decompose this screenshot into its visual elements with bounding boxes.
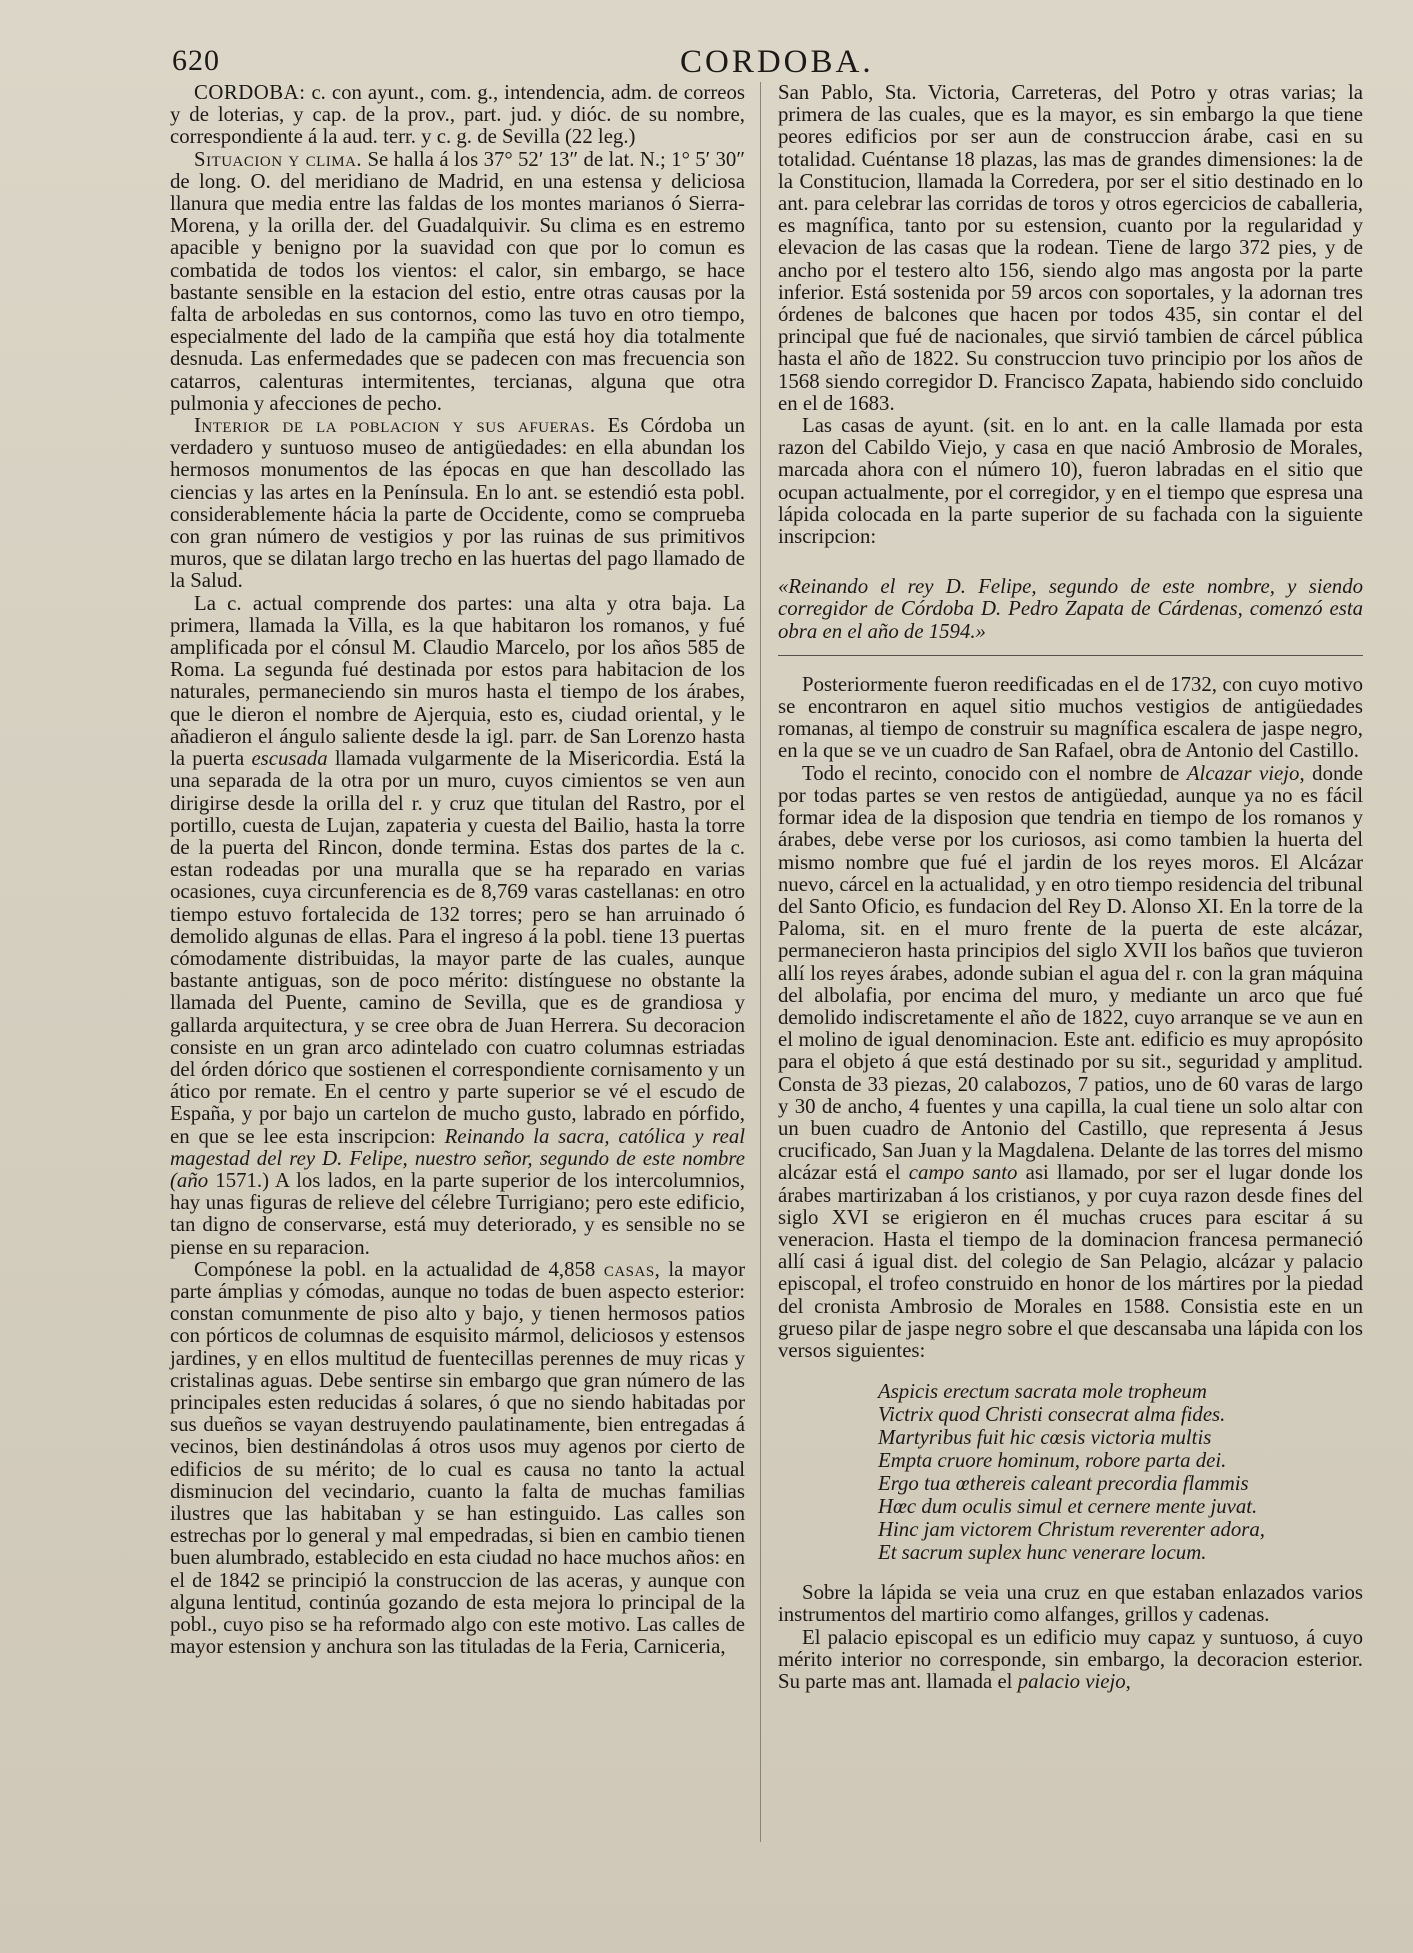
verse-line: Aspicis erectum sacrata mole tropheum	[878, 1380, 1207, 1404]
verse-line: Hœc dum oculis simul et cernere mente juvat.	[878, 1495, 1258, 1519]
section-lead: Situacion y clima.	[194, 147, 363, 171]
paragraph-text: 1571.) A los lados, en la parte superior de los intercolumnios, hay unas figuras de relieve del célebre Turrigiano; pero este edificio, tan digno de conservarse, está muy deteriorado, y es sensible no se piense en su reparacion.	[170, 1168, 745, 1259]
houses-paragraph	[170, 1259, 745, 1659]
paragraph-text: Se halla á los 37° 52′ 13″ de lat. N.; 1° 5′ 30″ de long. O. del meridiano de Madrid, en una estensa y deliciosa llanura que media entre las faldas de los montes marianos ó Sierra-Morena, y la orilla der. del Guadalquivir. Su clima es en estremo apacible y benigno por la suavidad con que por lo comun es combatida de todos los vientos: el calor, sin embargo, se hace bastante sensible en la estacion del estio, entre otras causas por la falta de arboledas en sus contornos, como las tuvo en otro tiempo, especialmente del lado de la campiña que está hoy dia totalmente desnuda. Las enfermedades que se padecen con mas frecuencia son catarros, calenturas intermitentes, tercianas, alguna que otra pulmonia y afecciones de pecho.	[170, 147, 745, 415]
left-column	[170, 82, 745, 1658]
paragraph-text: llamada vulgarmente de la Misericordia. Está la una separada de la otra por un muro, cuyos cimientos se ven aun dirigirse desde la orilla del r. y cruz que titulan del Rastro, por el portillo, cuesta de Lujan, zapateria y cuesta del Bailio, hasta la torre de la puerta del Rincon, donde termina. Estas dos partes de la c. estan rodeadas por una muralla que se ha reparado en varias ocasiones, cuya circunferencia es de 8,769 varas castellanas: en otro tiempo estuvo fortalecida de 132 torres; pero se han arruinado ó demolido algunas de ellas. Para el ingreso á la pobl. tiene 13 puertas cómodamente distribuidas, la mayor parte de las cuales, aunque bastante antiguas, son de poco mérito: distínguese no obstante la llamada del Puente, camino de Sevilla, que es de grandiosa y gallarda arquitectura, y se cree obra de Juan Herrera. Su decoracion consiste en un gran arco adintelado con cuatro columnas estriadas del órden dórico que sostienen el correspondiente cornisamento y un ático por remate. En el centro y parte superior se vé el escudo de España, y por bajo un cartelon de mucho gusto, labrado en pórfido, en que se lee esta inscripcion:	[170, 747, 745, 1148]
town-hall-paragraph: Las casas de ayunt. (sit. en lo ant. en la calle llamada por esta razon del Cabildo Viejo, y casa en que nació Ambrosio de Morales, marcada ahora con el número 10), fueron labradas en el sitio que ocupan actualmente, por el corregidor, y en el tiempo que espresa una lápida colocada en la parte superior de su fachada con la siguiente inscripcion:	[778, 414, 1363, 549]
verse-line: Martyribus fuit hic cœsis victoria multis	[878, 1426, 1212, 1450]
section-lead: Interior de la poblacion y sus afueras.	[194, 414, 596, 438]
alcazar-paragraph	[778, 763, 1363, 1362]
episcopal-palace-paragraph	[778, 1627, 1363, 1694]
interior-paragraph	[170, 415, 745, 593]
paragraph-text: c. con ayunt., com. g., intendencia, adm. de correos y de loterias, y cap. de la prov., part. jud. y dióc. de su nombre, correspondiente á la aud. terr. y c. g. de Sevilla (22 leg.)	[170, 81, 745, 149]
italic-term: Alcazar viejo	[1186, 761, 1300, 785]
paragraph-text: El palacio episcopal es un edificio muy capaz y suntuoso, á cuyo mérito interior no corresponde, sin embargo, la decoracion esterior. Su parte mas ant. llamada el	[778, 1625, 1363, 1693]
italic-term: escusada	[251, 747, 328, 771]
small-caps-term: casas	[603, 1257, 655, 1281]
entry-heading-paragraph	[170, 82, 745, 149]
reconstruction-paragraph: Posteriormente fueron reedificadas en el de 1732, con cuyo motivo se encontraron en aquel sitio muchos vestigios de antigüedades romanas, al tiempo de construir su magnífica escalera de jaspe negro, en la que se ve un cuadro de San Rafael, obra de Antonio del Castillo.	[778, 672, 1363, 763]
verse-line: Empta cruore hominum, robore parta dei.	[878, 1449, 1227, 1473]
running-head-title: CORDOBA.	[680, 44, 874, 80]
paragraph-text: , donde por todas partes se ven restos de antigüedad, aunque ya no es fácil formar idea de la disposion que tendria en tiempo de los romanos y árabes, debe verse por los curiosos, asi como tambien la huerta del mismo nombre que fué el jardin de los reyes moros. El Alcázar nuevo, cárcel en la actualidad, y en otro tiempo residencia del tribunal del Santo Oficio, es fundacion del Rey D. Alonso XI. En la torre de la Paloma, sit. en el muro frente de la puerta de este alcázar, permanecieron hasta principios del siglo XVII los baños que tuvieron allí los reyes árabes, adonde subian el agua del r. con la gran máquina del albolafia, por encima del muro, y mediante un arco que fué demolido indiscretamente el año de 1822, cuyo arranque se ve aun en el molino de igual denominacion. Este ant. edificio es muy apropósito para el objeto á que está destinado por su sit., seguridad y amplitud. Consta de 33 piezas, 20 calabozos, 7 patios, uno de 60 varas de largo y 30 de ancho, 4 fuentes y una capilla, la cual tiene un solo altar con un buen cuadro de Antonio del Castillo, que representa á Jesus crucificado, San Juan y la Magdalena. Delante de las torres del mismo alcázar está el	[778, 761, 1364, 1185]
verse-line: Victrix quod Christi consecrat alma fides.	[878, 1403, 1226, 1427]
cross-paragraph: Sobre la lápida se veia una cruz en que estaban enlazados varios instrumentos del martirio como alfanges, grillos y cadenas.	[778, 1581, 1363, 1627]
paragraph-text: Todo el recinto, conocido con el nombre de	[802, 761, 1187, 785]
paragraph-text: Es Córdoba un verdadero y suntuoso museo de antigüedades: en ella abundan los hermosos monumentos de las épocas en que han descollado las ciencias y las artes en la Península. En lo ant. se estendió esta pobl. considerablemente hácia la parte de Occidente, como se comprueba con gran número de vestigios y por las ruinas de sus primitivos muros, que se dilatan largo trecho en las huertas del pago llamado de la Salud.	[170, 414, 745, 593]
italic-inscription: Reinando la sacra, católica y real magestad del rey D. Felipe, nuestro señor, segundo de este nombre (año	[170, 1124, 745, 1192]
paragraph-text: asi llamado, por ser el lugar donde los árabes martirizaban á los cristianos, y por cuya razon desde fines del siglo XVI se erigieron en él muchas cruces para escitar á su veneracion. Hasta el tiempo de la dominacion francesa permaneció allí casi á igual dist. del colegio de San Pelagio, alcázar y palacio episcopal, el trofeo construido en honor de los mártires por la piedad del cronista Ambrosio de Morales en 1588. Consistia este en un grueso pilar de jaspe negro sobre el que descansaba una lápida con los versos siguientes:	[778, 1161, 1363, 1362]
verse-line: Et sacrum suplex hunc venerare locum.	[878, 1541, 1207, 1565]
situation-climate-paragraph	[170, 149, 745, 415]
paragraph-text: ,	[1125, 1669, 1131, 1693]
verse-line: Hinc jam victorem Christum reverenter adora,	[878, 1518, 1265, 1542]
paragraph-text: , la mayor parte ámplias y cómodas, aunque no todas de buen aspecto esterior: constan comunmente de piso alto y bajo, y tienen hermosos patios con pórticos de columnas de esquisito mármol, deliciosos y estensos jardines, y en ellos multitud de fuentecillas perennes de muy ricas y cristalinas aguas. Debe sentirse sin embargo que gran número de las principales esten reducidas á solares, ó que no siendo habitadas por sus dueños se vayan destruyendo paulatinamente, bien entregadas á vecinos, bien destinándolas á otros usos muy agenos por cierto de edificios de su mérito; de lo cual es causa no tanto la actual disminucion del vecindario, cuanto la falta de muchas familias ilustres que las habitaban y se han estinguido. Las calles son estrechas por lo general y mal empedradas, si bien en cambio tienen buen alumbrado, establecido en esta ciudad no hace muchos años: en el de 1842 se principió la construccion de las aceras, y aunque con alguna lentitud, continúa gozando de esta mejora lo principal de la pobl., cuyo piso se ha reformado algo con este motivo. Las calles de mayor estension y anchura son las tituladas de la Feria, Carniceria,	[170, 1257, 745, 1659]
page-number: 620	[172, 44, 220, 77]
city-parts-paragraph	[170, 593, 745, 1259]
italic-term: palacio viejo	[1017, 1669, 1126, 1693]
streets-plazas-paragraph: San Pablo, Sta. Victoria, Carreteras, del Potro y otras varias; la primera de las cuales, que es la mayor, es sin embargo la que tiene peores edificios por ser aun de construccion árabe, casi en su totalidad. Cuéntanse 18 plazas, las mas de grandes dimensiones: la de la Constitucion, llamada la Corredera, por ser el sitio destinado en lo ant. para celebrar las corridas de toros y otros egercicios de caballeria, es magnífica, tanto por su estension, cuanto por la regularidad y elevacion de las casas que la rodean. Tiene de largo 372 pies, y de ancho por el testero alto 156, siendo algo mas angosta por la parte inferior. Está sostenida por 59 arcos con soportales, y la adornan tres órdenes de balcones que hacen por todos 435, sin contar el del principal que fué de nacionales, que sirvió tambien de cárcel pública hasta el año de 1822. Su construccion tuvo principio por los años de 1568 siendo corregidor D. Francisco Zapata, habiendo sido concluido en el de 1683.	[778, 81, 1363, 415]
quote-divider	[778, 655, 1363, 656]
right-column	[778, 82, 1363, 1693]
latin-verses	[878, 1380, 1363, 1564]
paragraph-text: La c. actual comprende dos partes: una alta y otra baja. La primera, llamada la Villa, es la que habitaron los romanos, y fué amplificada por el cónsul M. Claudio Marcelo, por los años 585 de Roma. La segunda fué destinada por estos para habitacion de los naturales, permaneciendo sin muros hasta el tiempo de los árabes, que le dieron el nombre de Ajerquia, esto es, ciudad oriental, y le añadieron el ángulo saliente desde la igl. parr. de San Lorenzo hasta la puerta	[170, 591, 745, 771]
column-divider	[760, 82, 761, 1842]
inscription-quote: «Reinando el rey D. Felipe, segundo de este nombre, y siendo corregidor de Córdoba D. Pedro Zapata de Cárdenas, comenzó esta obra en el año de 1594.»	[778, 575, 1363, 643]
verse-line: Ergo tua œthereis caleant precordia flammis	[878, 1472, 1249, 1496]
paragraph-text: Compónese la pobl. en la actualidad de 4,858	[194, 1257, 604, 1281]
entry-headword: CORDOBA:	[194, 81, 306, 104]
italic-term: campo santo	[908, 1161, 1018, 1185]
